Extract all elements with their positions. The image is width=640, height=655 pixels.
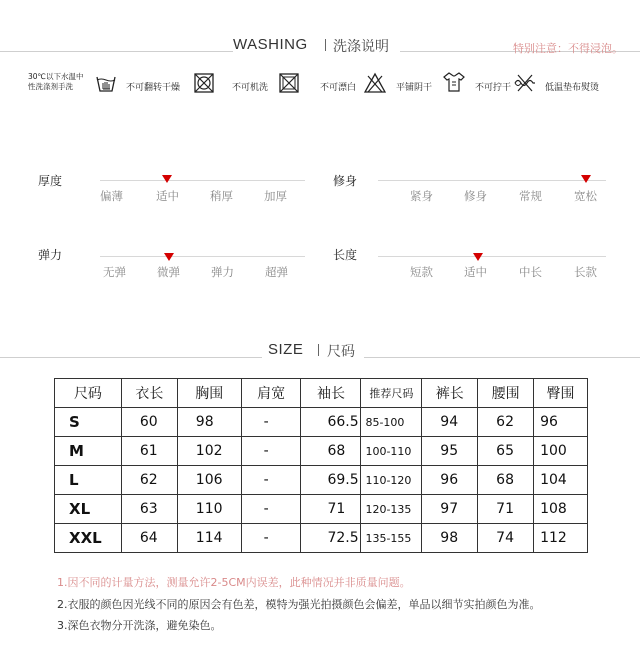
attr-marker-fit bbox=[581, 175, 591, 183]
attr-marker-elasticity bbox=[164, 253, 174, 261]
header-length: 衣长 bbox=[121, 379, 177, 408]
washing-divider-left bbox=[0, 51, 233, 52]
footnote-3: 3.深色衣物分开洗涤，避免染色。 bbox=[57, 619, 222, 632]
attr-option-thickness-1: 偏薄 bbox=[100, 189, 123, 203]
attr-scale-elasticity bbox=[100, 256, 305, 257]
attr-option-length-2: 适中 bbox=[464, 265, 487, 279]
attr-option-elasticity-3: 弹力 bbox=[211, 265, 234, 279]
cell-pants-length: 98 bbox=[422, 524, 478, 553]
cell-recommended: 120-135 bbox=[361, 495, 422, 524]
attr-option-length-1: 短款 bbox=[410, 265, 433, 279]
washing-title-cn: 洗涤说明 bbox=[333, 39, 389, 55]
cell-length: 60 bbox=[121, 408, 177, 437]
cell-recommended: 85-100 bbox=[361, 408, 422, 437]
cell-waist: 74 bbox=[478, 524, 534, 553]
attr-option-fit-3: 常规 bbox=[519, 189, 542, 203]
wash-label-no-machine-wash: 不可机洗 bbox=[232, 83, 269, 93]
attr-option-elasticity-1: 无弹 bbox=[103, 265, 126, 279]
attr-marker-length bbox=[473, 253, 483, 261]
cell-size: S bbox=[55, 408, 122, 437]
cell-hip: 96 bbox=[534, 408, 588, 437]
wash-label-hand-wash-line1: 30℃以下水温中 bbox=[28, 72, 84, 81]
washing-title-en: WASHING bbox=[233, 36, 308, 53]
footnote-2: 2.衣服的颜色因光线不同的原因会有色差，模特为强光拍摄颜色会偏差，单品以细节实拍颜色为准。 bbox=[57, 598, 541, 611]
cell-recommended: 110-120 bbox=[361, 466, 422, 495]
size-title-cn: 尺码 bbox=[327, 344, 355, 360]
cell-hip: 112 bbox=[534, 524, 588, 553]
attr-scale-fit bbox=[378, 180, 606, 181]
attr-option-elasticity-2: 微弹 bbox=[157, 265, 180, 279]
cell-recommended: 100-110 bbox=[361, 437, 422, 466]
size-title-separator bbox=[318, 344, 319, 356]
no-tumble-dry-icon bbox=[193, 72, 215, 94]
footnote-1: 1.因不同的计量方法，测量允许2-5CM内误差，此种情况并非质量问题。 bbox=[57, 576, 411, 589]
attr-option-fit-4: 宽松 bbox=[574, 189, 597, 203]
hand-wash-icon bbox=[95, 72, 117, 94]
cell-size: XXL bbox=[55, 524, 122, 553]
attr-option-thickness-2: 适中 bbox=[156, 189, 179, 203]
wash-label-no-bleach: 不可漂白 bbox=[320, 83, 357, 93]
header-sleeve: 袖长 bbox=[301, 379, 361, 408]
attr-marker-thickness bbox=[162, 175, 172, 183]
cell-hip: 104 bbox=[534, 466, 588, 495]
cell-waist: 71 bbox=[478, 495, 534, 524]
cell-shoulder: - bbox=[241, 437, 301, 466]
cell-bust: 98 bbox=[177, 408, 241, 437]
cell-size: L bbox=[55, 466, 122, 495]
no-bleach-icon bbox=[364, 72, 386, 94]
no-machine-wash-icon bbox=[278, 72, 300, 94]
table-row bbox=[55, 466, 588, 495]
cell-bust: 106 bbox=[177, 466, 241, 495]
attr-title-fit: 修身 bbox=[333, 174, 358, 188]
header-size: 尺码 bbox=[55, 379, 122, 408]
cell-recommended: 135-155 bbox=[361, 524, 422, 553]
cell-sleeve: 72.5 bbox=[301, 524, 361, 553]
wash-label-hand-wash-line2: 性洗涤剂手洗 bbox=[28, 82, 73, 91]
attr-option-thickness-4: 加厚 bbox=[264, 189, 287, 203]
attr-option-length-3: 中长 bbox=[519, 265, 542, 279]
size-title-en: SIZE bbox=[268, 341, 304, 358]
cell-sleeve: 71 bbox=[301, 495, 361, 524]
table-row bbox=[55, 495, 588, 524]
attr-scale-thickness bbox=[100, 180, 305, 181]
table-row bbox=[55, 408, 588, 437]
cell-hip: 100 bbox=[534, 437, 588, 466]
cell-pants-length: 94 bbox=[422, 408, 478, 437]
cell-length: 64 bbox=[121, 524, 177, 553]
cell-sleeve: 68 bbox=[301, 437, 361, 466]
cell-shoulder: - bbox=[241, 524, 301, 553]
attr-title-thickness: 厚度 bbox=[38, 174, 63, 188]
cell-length: 61 bbox=[121, 437, 177, 466]
attr-title-elasticity: 弹力 bbox=[38, 248, 63, 262]
table-row bbox=[55, 437, 588, 466]
cell-shoulder: - bbox=[241, 408, 301, 437]
cell-waist: 68 bbox=[478, 466, 534, 495]
header-pants-length: 裤长 bbox=[422, 379, 478, 408]
cell-length: 62 bbox=[121, 466, 177, 495]
dry-flat-shade-icon bbox=[443, 71, 465, 93]
cell-bust: 102 bbox=[177, 437, 241, 466]
size-table-header-row bbox=[55, 379, 588, 408]
cell-size: M bbox=[55, 437, 122, 466]
cell-shoulder: - bbox=[241, 466, 301, 495]
attr-scale-length bbox=[378, 256, 606, 257]
cell-bust: 110 bbox=[177, 495, 241, 524]
cell-sleeve: 66.5 bbox=[301, 408, 361, 437]
no-wring-icon bbox=[514, 72, 536, 94]
size-divider-right bbox=[364, 357, 640, 358]
washing-special-note: 特别注意：不得浸泡。 bbox=[513, 42, 623, 55]
size-divider-left bbox=[0, 357, 262, 358]
header-hip: 臀围 bbox=[534, 379, 588, 408]
cell-size: XL bbox=[55, 495, 122, 524]
attr-title-length: 长度 bbox=[333, 248, 358, 262]
wash-label-low-iron-cloth: 低温垫布熨烫 bbox=[545, 83, 600, 93]
cell-sleeve: 69.5 bbox=[301, 466, 361, 495]
attr-option-fit-2: 修身 bbox=[464, 189, 487, 203]
table-row bbox=[55, 524, 588, 553]
cell-pants-length: 95 bbox=[422, 437, 478, 466]
washing-title-separator bbox=[325, 39, 326, 51]
cell-waist: 65 bbox=[478, 437, 534, 466]
cell-hip: 108 bbox=[534, 495, 588, 524]
header-waist: 腰围 bbox=[478, 379, 534, 408]
header-recommended: 推荐尺码 bbox=[361, 379, 422, 408]
header-bust: 胸围 bbox=[177, 379, 241, 408]
cell-pants-length: 96 bbox=[422, 466, 478, 495]
attr-option-thickness-3: 稍厚 bbox=[210, 189, 233, 203]
attr-option-elasticity-4: 超弹 bbox=[265, 265, 288, 279]
cell-bust: 114 bbox=[177, 524, 241, 553]
cell-length: 63 bbox=[121, 495, 177, 524]
cell-waist: 62 bbox=[478, 408, 534, 437]
wash-label-dry-flat-shade: 平铺阴干 bbox=[396, 83, 433, 93]
wash-label-no-tumble-dry: 不可翻转干燥 bbox=[126, 83, 181, 93]
wash-item-hand-wash bbox=[28, 72, 83, 92]
cell-pants-length: 97 bbox=[422, 495, 478, 524]
attr-option-fit-1: 紧身 bbox=[410, 189, 433, 203]
header-shoulder: 肩宽 bbox=[241, 379, 301, 408]
wash-label-no-wring: 不可拧干 bbox=[475, 83, 512, 93]
size-table bbox=[54, 378, 588, 553]
attr-option-length-4: 长款 bbox=[574, 265, 597, 279]
cell-shoulder: - bbox=[241, 495, 301, 524]
